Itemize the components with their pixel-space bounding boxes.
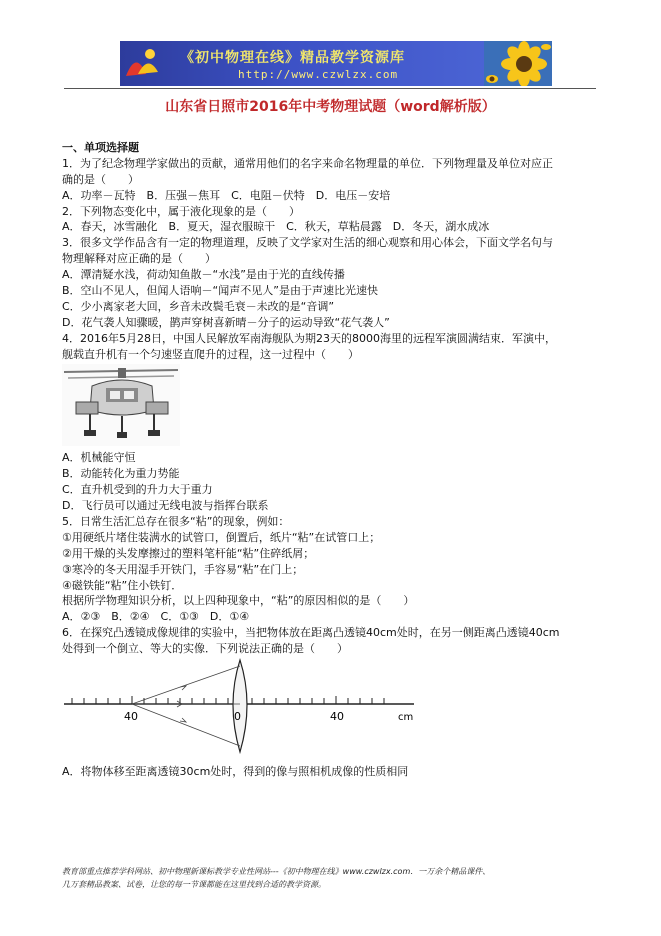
sunflower-icon <box>484 41 552 86</box>
text-line: D．花气袭人知骤暖，鹊声穿树喜新晴－分子的运动导致“花气袭人” <box>62 315 390 329</box>
text-line: A．②③ B．②④ C．①③ D．①④ <box>62 610 250 624</box>
banner-title: 《初中物理在线》精品教学资源库 <box>180 50 405 66</box>
footer-line: 几万套精品教案、试卷，让您的每一节课都能在这里找到合适的教学资源。 <box>62 880 326 889</box>
text-line: 处得到一个倒立、等大的实像．下列说法正确的是（ ） <box>62 642 348 656</box>
header-divider <box>64 88 596 89</box>
text-line: B．动能转化为重力势能 <box>62 467 180 481</box>
document-title: 山东省日照市2016年中考物理试题（word解析版） <box>165 99 496 115</box>
text-line: 物理解释对应正确的是（ ） <box>62 252 216 266</box>
text-line: ②用干燥的头发摩擦过的塑料笔杆能“粘”住碎纸屑； <box>62 546 315 560</box>
page-footer <box>62 865 602 891</box>
text-line: ④磁铁能“粘”住小铁钉． <box>62 578 183 592</box>
text-line: B．空山不见人，但闻人语响－“闻声不见人”是由于声速比光速快 <box>62 284 378 298</box>
questions-block-2 <box>62 450 602 657</box>
text-line: 2．下列物态变化中，属于液化现象的是（ ） <box>62 204 300 218</box>
helicopter-figure <box>62 364 180 446</box>
text-line: 3．很多文学作品含有一定的物理道理，反映了文学家对生活的细心观察和用心体会，下面文学名句与 <box>62 236 553 250</box>
axis-label-left: 40 <box>124 710 138 724</box>
text-line: 1．为了纪念物理学家做出的贡献，通常用他们的名字来命名物理量的单位．下列物理量及单位对应正 <box>62 156 553 170</box>
banner-url[interactable]: http://www.czwlzx.com <box>238 68 399 81</box>
axis-unit: cm <box>398 712 414 724</box>
text-line: 6．在探究凸透镜成像规律的实验中，当把物体放在距离凸透镜40cm处时，在另一侧距离凸透镜40cm <box>62 626 560 640</box>
lens-diagram <box>62 658 432 760</box>
text-line: ③寒冷的冬天用湿手开铁门，手容易“粘”在门上； <box>62 562 304 576</box>
header-banner <box>120 41 552 86</box>
text-line: C．直升机受到的升力大于重力 <box>62 483 213 497</box>
text-line: 根据所学物理知识分析，以上四种现象中，“粘”的原因相似的是（ ） <box>62 594 415 608</box>
text-line: D．飞行员可以通过无线电波与指挥台联系 <box>62 499 269 513</box>
axis-label-right: 40 <box>330 710 344 724</box>
text-line: ①用硬纸片堵住装满水的试管口，倒置后，纸片“粘”在试管口上； <box>62 530 381 544</box>
text-line: A．机械能守恒 <box>62 451 136 465</box>
text-line: A．潭清疑水浅，荷动知鱼散－“水浅”是由于光的直线传播 <box>62 268 345 282</box>
text-line: 4．2016年5月28日，中国人民解放军南海舰队为期23天的8000海里的远程军演圆满结束．军演中， <box>62 331 556 345</box>
exam-content <box>62 140 602 780</box>
text-line: 舰载直升机有一个匀速竖直爬升的过程，这一过程中（ ） <box>62 347 359 361</box>
site-logo-icon <box>124 44 162 83</box>
text-line: A．功率－瓦特 B．压强－焦耳 C．电阻－伏特 D．电压－安培 <box>62 188 391 202</box>
text-line: A．春天，冰雪融化 B．夏天，湿衣服晾干 C．秋天，草粘晨露 D．冬天，湖水成冰 <box>62 220 490 234</box>
footer-line: 教育部重点推荐学科网站、初中物理新课标教学专业性网站---《初中物理在线》www.czwlzx.com．一万余个精品课件、 <box>62 867 491 876</box>
text-line: C．少小离家老大回，乡音未改鬓毛衰－未改的是“音调” <box>62 299 335 313</box>
questions-block-1 <box>62 156 602 363</box>
text-line: 5．日常生活汇总存在很多“粘”的现象，例如： <box>62 515 290 529</box>
axis-label-center: 0 <box>234 710 241 724</box>
text-line: A．将物体移至距离透镜30cm处时，得到的像与照相机成像的性质相同 <box>62 765 409 779</box>
section-heading: 一、单项选择题 <box>62 141 139 154</box>
text-line: 确的是（ ） <box>62 172 139 186</box>
